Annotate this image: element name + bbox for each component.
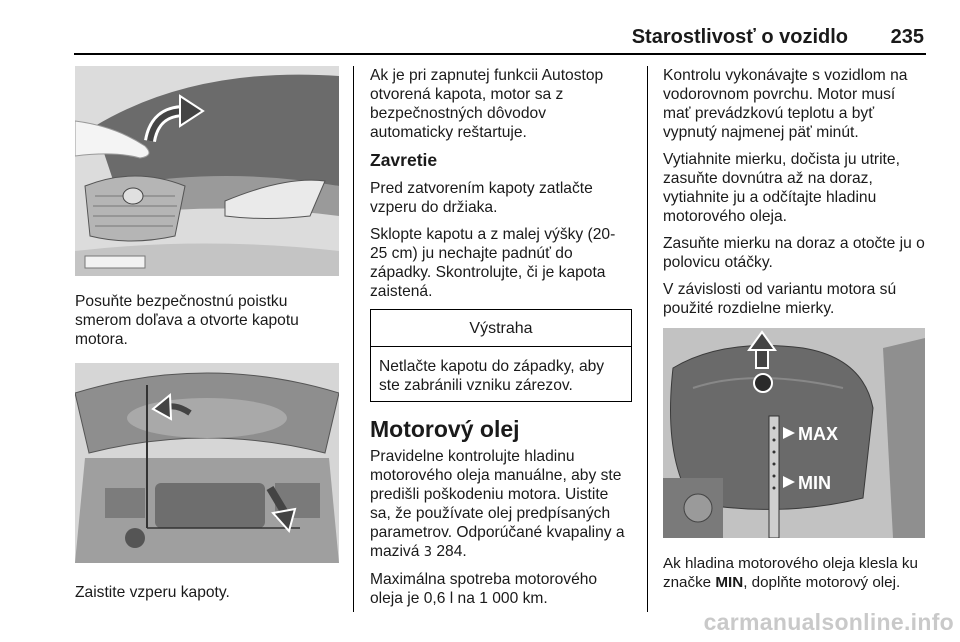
page-ref-symbol: 3 xyxy=(423,545,433,560)
min-mark-text: MIN xyxy=(715,574,744,591)
paragraph-close-2: Sklopte kapotu a z malej výšky (20-25 cm) ju nechajte padnúť do západky. Skontrolujte, či je kapota zaistená. xyxy=(370,226,616,300)
paragraph-oil-2: Maximálna spotreba motorového oleja je 0,6 l na 1 000 km. xyxy=(370,571,598,607)
paragraph-level-5-pre: Ak hladina motorového oleja klesla ku značke xyxy=(663,555,918,591)
paragraph-close-1: Pred zatvorením kapoty zatlačte vzperu do držiaka. xyxy=(370,180,593,216)
watermark: carmanualsonline.info xyxy=(703,609,954,635)
paragraph-oil-1 xyxy=(370,447,632,562)
column-1 xyxy=(75,66,339,610)
column-2 xyxy=(370,66,632,616)
page-number: 235 xyxy=(890,26,924,48)
warning-text: Netlačte kapotu do západky, aby ste zabránili vzniku zárezov. xyxy=(379,358,605,394)
paragraph-level-1: Kontrolu vykonávajte s vozidlom na vodorovnom povrchu. Motor musí mať prevádzkovú teplotu a byť vypnutý najmenej päť minút. xyxy=(663,67,908,141)
paragraph-level-5 xyxy=(663,554,925,592)
paragraph-level-5-post: , doplňte motorový olej. xyxy=(743,574,901,591)
paragraph-autostop: Ak je pri zapnutej funkcii Autostop otvorená kapota, motor sa z bezpečnostných dôvodov automaticky reštartuje. xyxy=(370,67,604,141)
paragraph-oil-1-text: Pravidelne kontrolujte hladinu motorového oleja manuálne, aby ste predišli poškodeniu motora. Uistite sa, že používate olej predpísaných parametrov. Odporúčané kvapaliny a mazivá xyxy=(370,448,625,560)
figure-open-hood xyxy=(75,66,339,276)
page-title: Starostlivosť o vozidlo xyxy=(631,26,848,48)
figure-hood-strut xyxy=(75,363,339,563)
page-header xyxy=(0,0,960,56)
heading-engine-oil: Motorový olej xyxy=(370,416,520,442)
heading-closing: Zavretie xyxy=(370,150,438,170)
dipstick-max-label: MAX xyxy=(798,424,838,444)
caption-hood-strut: Zaistite vzperu kapoty. xyxy=(75,584,230,601)
caption-open-hood: Posuňte bezpečnostnú poistku smerom doľava a otvorte kapotu motora. xyxy=(75,293,299,348)
page-ref-number: 284. xyxy=(432,543,467,560)
header-rule xyxy=(74,53,926,55)
column-divider-2 xyxy=(647,66,648,612)
column-3 xyxy=(663,66,925,600)
warning-box xyxy=(370,309,632,402)
dipstick-min-label: MIN xyxy=(798,473,831,493)
paragraph-level-2: Vytiahnite mierku, dočista ju utrite, zasuňte dovnútra až na doraz, vytiahnite ju a odčítajte hladinu motorového oleja. xyxy=(663,151,900,225)
paragraph-level-3: Zasuňte mierku na doraz a otočte ju o polovicu otáčky. xyxy=(663,235,925,271)
column-divider-1 xyxy=(353,66,354,612)
warning-title: Výstraha xyxy=(371,310,631,347)
paragraph-level-4: V závislosti od variantu motora sú použité rozdielne mierky. xyxy=(663,281,897,317)
figure-dipstick xyxy=(663,328,925,538)
